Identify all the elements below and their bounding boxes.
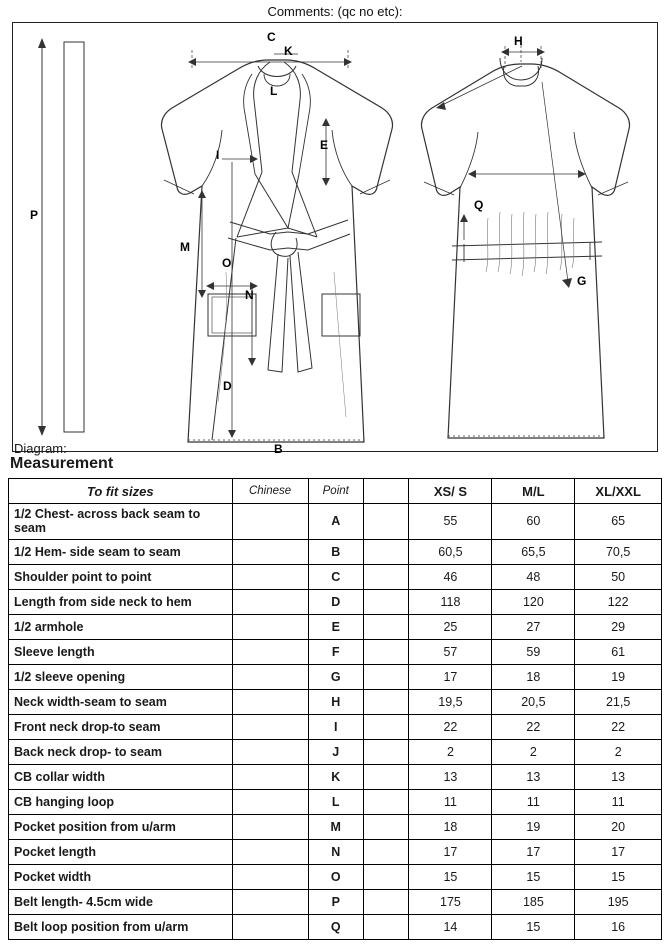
row-value-xs-s: 55 <box>409 504 492 540</box>
row-blank <box>363 664 409 689</box>
diagram-letter-Q: Q <box>474 198 484 212</box>
row-chinese <box>232 864 308 889</box>
row-chinese <box>232 839 308 864</box>
row-value-xl-xxl: 2 <box>575 739 662 764</box>
row-blank <box>363 639 409 664</box>
row-point: C <box>308 564 363 589</box>
header-point: Point <box>308 479 363 504</box>
diagram-letter-N: N <box>245 288 254 302</box>
row-value-xl-xxl: 61 <box>575 639 662 664</box>
row-point: L <box>308 789 363 814</box>
row-point: K <box>308 764 363 789</box>
row-description: CB hanging loop <box>9 789 233 814</box>
row-chinese <box>232 504 308 540</box>
row-value-xl-xxl: 70,5 <box>575 539 662 564</box>
diagram-caption: Diagram: <box>14 441 67 456</box>
row-point: I <box>308 714 363 739</box>
row-value-xs-s: 18 <box>409 814 492 839</box>
row-blank <box>363 764 409 789</box>
row-blank <box>363 504 409 540</box>
table-header-row <box>9 479 662 504</box>
row-description: Back neck drop- to seam <box>9 739 233 764</box>
row-description: 1/2 Hem- side seam to seam <box>9 539 233 564</box>
row-value-m-l: 19 <box>492 814 575 839</box>
row-point: B <box>308 539 363 564</box>
row-value-m-l: 2 <box>492 739 575 764</box>
table-row <box>9 814 662 839</box>
row-chinese <box>232 714 308 739</box>
header-size-xl-xxl: XL/XXL <box>575 479 662 504</box>
row-description: 1/2 sleeve opening <box>9 664 233 689</box>
row-blank <box>363 714 409 739</box>
row-chinese <box>232 689 308 714</box>
row-blank <box>363 839 409 864</box>
row-point: E <box>308 614 363 639</box>
diagram-letter-B: B <box>274 442 283 456</box>
row-value-xs-s: 118 <box>409 589 492 614</box>
garment-diagram <box>12 22 658 456</box>
row-value-xl-xxl: 122 <box>575 589 662 614</box>
row-point: A <box>308 504 363 540</box>
garment-diagram-svg <box>12 22 658 452</box>
row-value-xs-s: 175 <box>409 889 492 914</box>
row-description: Pocket position from u/arm <box>9 814 233 839</box>
row-value-m-l: 27 <box>492 614 575 639</box>
row-chinese <box>232 914 308 939</box>
diagram-letter-E: E <box>320 138 329 152</box>
row-description: CB collar width <box>9 764 233 789</box>
row-value-m-l: 13 <box>492 764 575 789</box>
diagram-letter-G: G <box>577 274 587 288</box>
row-chinese <box>232 639 308 664</box>
row-value-xl-xxl: 65 <box>575 504 662 540</box>
row-chinese <box>232 764 308 789</box>
row-value-xl-xxl: 17 <box>575 839 662 864</box>
row-chinese <box>232 589 308 614</box>
row-description: 1/2 Chest- across back seam to seam <box>9 504 233 540</box>
row-value-xs-s: 17 <box>409 839 492 864</box>
diagram-letter-C: C <box>267 30 276 44</box>
row-value-m-l: 22 <box>492 714 575 739</box>
row-value-m-l: 11 <box>492 789 575 814</box>
row-value-xs-s: 60,5 <box>409 539 492 564</box>
diagram-letter-K: K <box>284 44 293 58</box>
diagram-letter-L: L <box>270 84 278 98</box>
row-value-xs-s: 19,5 <box>409 689 492 714</box>
row-value-xl-xxl: 22 <box>575 714 662 739</box>
row-value-xl-xxl: 29 <box>575 614 662 639</box>
table-row <box>9 614 662 639</box>
row-value-xs-s: 14 <box>409 914 492 939</box>
table-row <box>9 539 662 564</box>
row-point: J <box>308 739 363 764</box>
table-row <box>9 864 662 889</box>
row-value-xl-xxl: 13 <box>575 764 662 789</box>
table-row <box>9 789 662 814</box>
row-point: G <box>308 664 363 689</box>
row-value-xs-s: 13 <box>409 764 492 789</box>
table-row <box>9 764 662 789</box>
table-row <box>9 564 662 589</box>
diagram-letter-H: H <box>514 34 523 48</box>
row-value-m-l: 15 <box>492 864 575 889</box>
row-description: Front neck drop-to seam <box>9 714 233 739</box>
table-row <box>9 589 662 614</box>
table-row <box>9 739 662 764</box>
header-size-m-l: M/L <box>492 479 575 504</box>
row-value-m-l: 48 <box>492 564 575 589</box>
table-row <box>9 714 662 739</box>
row-description: Shoulder point to point <box>9 564 233 589</box>
row-blank <box>363 814 409 839</box>
row-blank <box>363 564 409 589</box>
row-value-m-l: 185 <box>492 889 575 914</box>
row-point: H <box>308 689 363 714</box>
row-point: D <box>308 589 363 614</box>
header-blank <box>363 479 409 504</box>
row-value-m-l: 65,5 <box>492 539 575 564</box>
row-description: Neck width-seam to seam <box>9 689 233 714</box>
row-value-xs-s: 46 <box>409 564 492 589</box>
row-description: Belt loop position from u/arm <box>9 914 233 939</box>
diagram-letter-M: M <box>180 240 190 254</box>
row-value-m-l: 60 <box>492 504 575 540</box>
measurement-table <box>8 478 662 940</box>
row-blank <box>363 689 409 714</box>
row-chinese <box>232 664 308 689</box>
measurement-title: Measurement <box>10 455 114 472</box>
diagram-letter-O: O <box>222 256 232 270</box>
row-value-xl-xxl: 19 <box>575 664 662 689</box>
row-description: Pocket width <box>9 864 233 889</box>
diagram-letter-P: P <box>30 208 39 222</box>
row-value-xs-s: 25 <box>409 614 492 639</box>
row-value-m-l: 18 <box>492 664 575 689</box>
row-chinese <box>232 564 308 589</box>
row-value-xl-xxl: 50 <box>575 564 662 589</box>
row-blank <box>363 914 409 939</box>
row-description: Pocket length <box>9 839 233 864</box>
row-value-m-l: 120 <box>492 589 575 614</box>
row-description: 1/2 armhole <box>9 614 233 639</box>
row-value-m-l: 20,5 <box>492 689 575 714</box>
comments-header: Comments: (qc no etc): <box>267 4 403 19</box>
row-point: O <box>308 864 363 889</box>
diagram-letter-D: D <box>223 379 232 393</box>
row-chinese <box>232 539 308 564</box>
row-chinese <box>232 739 308 764</box>
row-point: M <box>308 814 363 839</box>
row-chinese <box>232 814 308 839</box>
row-blank <box>363 889 409 914</box>
row-value-xs-s: 22 <box>409 714 492 739</box>
row-value-xl-xxl: 21,5 <box>575 689 662 714</box>
row-chinese <box>232 789 308 814</box>
row-value-xl-xxl: 11 <box>575 789 662 814</box>
row-point: N <box>308 839 363 864</box>
row-value-m-l: 59 <box>492 639 575 664</box>
row-blank <box>363 789 409 814</box>
row-chinese <box>232 614 308 639</box>
row-blank <box>363 864 409 889</box>
row-description: Length from side neck to hem <box>9 589 233 614</box>
table-row <box>9 639 662 664</box>
row-value-xs-s: 15 <box>409 864 492 889</box>
row-value-xl-xxl: 15 <box>575 864 662 889</box>
row-point: Q <box>308 914 363 939</box>
table-row <box>9 664 662 689</box>
diagram-letter-I: I <box>216 148 220 162</box>
table-row <box>9 504 662 540</box>
row-point: P <box>308 889 363 914</box>
row-blank <box>363 614 409 639</box>
row-value-xs-s: 17 <box>409 664 492 689</box>
row-blank <box>363 739 409 764</box>
row-blank <box>363 539 409 564</box>
table-row <box>9 914 662 939</box>
header-chinese: Chinese <box>232 479 308 504</box>
row-value-xs-s: 57 <box>409 639 492 664</box>
row-value-m-l: 15 <box>492 914 575 939</box>
row-value-xl-xxl: 195 <box>575 889 662 914</box>
table-row <box>9 889 662 914</box>
row-chinese <box>232 889 308 914</box>
header-size-xs-s: XS/ S <box>409 479 492 504</box>
table-row <box>9 689 662 714</box>
header-description: To fit sizes <box>9 479 233 504</box>
row-value-xl-xxl: 20 <box>575 814 662 839</box>
row-value-xs-s: 2 <box>409 739 492 764</box>
row-value-xs-s: 11 <box>409 789 492 814</box>
row-description: Belt length- 4.5cm wide <box>9 889 233 914</box>
row-value-xl-xxl: 16 <box>575 914 662 939</box>
row-value-m-l: 17 <box>492 839 575 864</box>
table-row <box>9 839 662 864</box>
row-point: F <box>308 639 363 664</box>
row-blank <box>363 589 409 614</box>
row-description: Sleeve length <box>9 639 233 664</box>
